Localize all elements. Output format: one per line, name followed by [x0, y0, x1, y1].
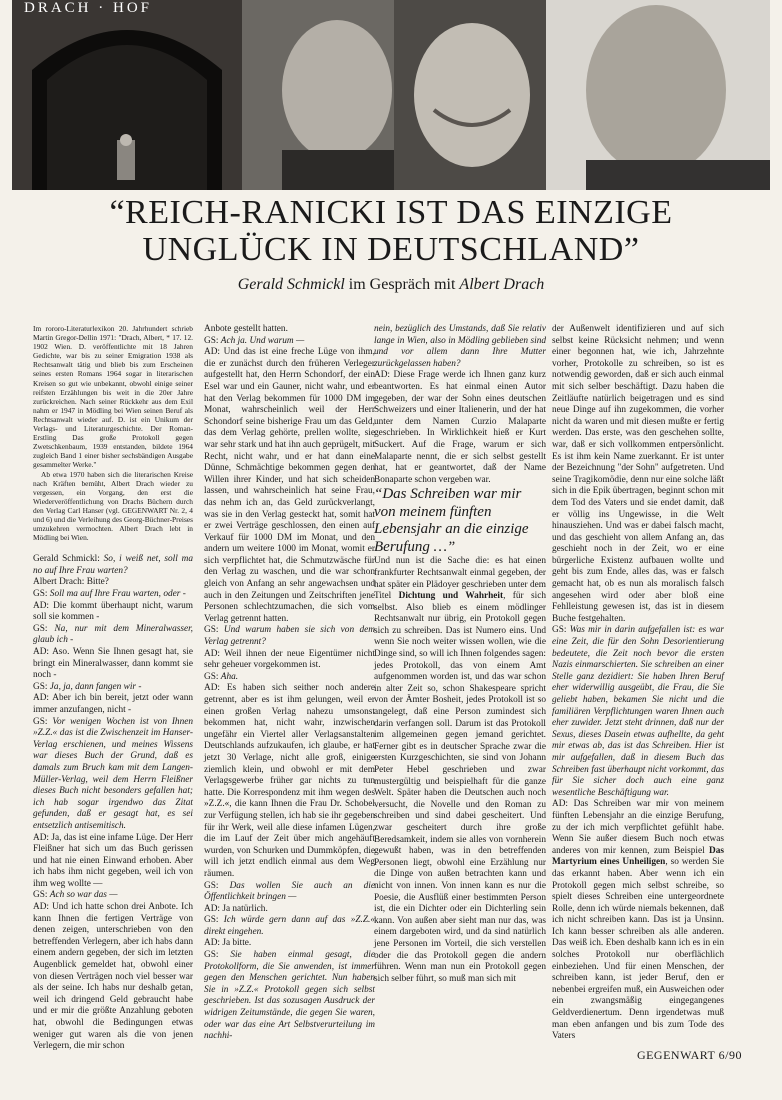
dialogue-text: Ach so war das — [49, 890, 118, 901]
dialogue-text: Sie haben einmal gesagt, die Protokollform, die Sie anwenden, ist immer gegen den Menschen gerichtet. Nun haben Sie in »Z.Z.« Protokoll gegen sich selbst geschrieben. Ist das sozusagen Ausdruck der widrigen Zeitumstände, die gegen Sie waren, oder war das eine Art Selbstverurteilung im nachhi- [204, 950, 375, 1042]
dialogue-paragraph [33, 647, 193, 682]
speaker-label: Albert Drach: [33, 577, 87, 588]
speaker-label: AD: [204, 683, 227, 694]
dialogue-paragraph [552, 324, 724, 625]
speaker-label: GS: [33, 890, 50, 901]
dialogue-paragraph [204, 324, 375, 336]
speaker-label: GS: [204, 671, 221, 682]
dialogue-paragraph [33, 833, 193, 891]
dialogue-text: Weil ihnen der neue Eigentümer nicht sehr geheuer vorgekommen ist. [204, 648, 376, 671]
dialogue-text: Es haben sich seither noch andere getrennt, aber es ist ihm gelungen, weil er einen großen Verlag nahezu umsonst bekommen hat, nicht wahr, inzwischen ungefähr ein Viertel aller Verlagsanstalten Deutschlands aufzukaufen, ich glaube, er hat jetzt 30 Verlage, nicht alle groß, einige ziemlich klein, und obwohl er mit dem Verlagsgewerbe früher gar nichts zu tun hatte. Die Korrespondenz mit ihm wegen des »Z.Z.«, die kann Ihnen die Frau Dr. Schobel zur Verfügung stellen, ich hab sie ihr gegeben für ihr Werk, weil alle diese infamen Lügen, die im Lauf der Zeit über mich angehäuft wurden, von Schurken und Dummköpfen, die will ich jetzt endlich einmal aus dem Weg räumen. [204, 683, 375, 879]
speaker-label: GS: [552, 625, 570, 636]
dialogue-paragraph [204, 881, 375, 904]
intro-text [33, 324, 193, 542]
article-subtitle [0, 276, 782, 294]
speaker-label: AD: [33, 693, 53, 704]
dialogue-paragraph [374, 556, 546, 985]
author-name: Gerald Schmickl [237, 276, 345, 293]
dialogue-paragraph [204, 336, 375, 348]
portrait-1-image [242, 0, 394, 190]
dialogue-paragraph [33, 682, 193, 694]
subject-name: Albert Drach [459, 276, 545, 293]
speaker-label: GS: [33, 623, 55, 634]
dialogue-text: Soll ma auf Ihre Frau warten, oder - [49, 589, 186, 600]
dialogue-paragraph [33, 577, 193, 589]
dialogue-text: Das Schreiben war mir von meinem fünften Lebensjahr an die einzige Berufung, zu der ich mich verpflichtet gefühlt habe. Wenn Sie außer diesem Buch noch etwas anderes von mir kennen, zum Beispiel [552, 799, 724, 856]
dialogue-paragraph [204, 950, 375, 1043]
dialogue-text: Und ich hatte schon drei Anbote. Ich kann Ihnen die fertigen Verträge von denen zeigen, unterschrieben von den betreffenden Verlegern, aber ich habs dann einem andern gegeben, der sich im letzten Augenblick gemeldet hat, obwohl einer von diesen Verträgen noch viel besser war als der seine. Ich habs nur deshalb getan, weil ich dringend Geld gebraucht habe und er mir die größte Anzahlung geboten hat, obwohl die Bedingungen etwas weniger gut waren als die von jenen Verlegern, die mir schon [33, 902, 193, 1052]
dialogue-paragraph [374, 324, 546, 370]
dialogue-text: Und das ist eine freche Lüge von ihm, die er zunächst durch den früheren Verleger aufgestellt hat, den Herrn Schondorf, der ein Esel war und ein Gauner, nicht wahr, und er hat den Verlag bekommen für 1000 DM im Monat, wahrscheinlich weil der Herr Schondorf seine bisherige Frau um das Geld, das dem Verlag gehörte, prellen wollte, sie war sehr stark und hat ihn auch geprügelt, mit Recht, nicht wahr, und er hat dann eine Dünne, Schmächtige bekommen gegen den Willen ihrer Kinder, und hat sich scheiden lassen, und wahrscheinlich hat seine Frau, das nehm ich an, das Geld zurückverlangt, was sie in den Verlag gesteckt hat, somit hat er zwei Verträge geschlossen, den einen auf Verkauf für 1000 DM im Monat, und den andern um weitere 1000 im Monat, womit er sich verpflichtet hat, die Schmutzwäsche für den Verlag zu waschen, und die war schon gleich von Anfang an sehr angewachsen und auch in den Zeitungen und Zeitschriften jene Personen schlechtzumachen, die sich vom Verlag getrennt hatten. [204, 347, 375, 624]
photo-doorway [12, 0, 242, 190]
dialogue-text: Was mir in darin aufgefallen ist: es war eine Zeit, die für den Sohn Desorientierung bedeutete, die Zeit noch bevor die ersten Nazis einmarschierten. Sie schreiben an einer Stelle ganz dezidiert: Sie haben Ihren Beruf eher widerwillig ausgeübt, die Frau, die Sie geliebt haben, bekamen Sie nicht und die familiären Verpflichtungen waren Ihnen auch eher zuwider. Jetzt steht drinnen, daß nur der Sexus, dieses Dasein etwas aufhellte, da geht mir etwas ab, das ist das Schreiben. Hier ist mir aufgefallen, daß in diesem Buch das Schreiben fast überhaupt nicht vorkommt, das für Sie sicher doch auch eine ganz wesentliche Beschäftigung war. [552, 625, 725, 798]
speaker-label: GS: [204, 880, 230, 891]
speaker-label: AD: [204, 903, 223, 914]
dialogue-paragraph [552, 625, 724, 799]
dialogue-paragraph [33, 717, 193, 833]
article-title [0, 194, 782, 268]
photo-portrait-2 [394, 0, 546, 190]
speaker-label: AD: [552, 799, 574, 810]
dialogue-text: , für sich selbst. Also blieb es einem mödlinger Rechtsanwalt nur übrig, ein Protokoll gegen sich zu schreiben. Das ist Numero eins. Und wenn Sie noch weiter wissen wollen, wie die Dinge sind, so will ich Ihnen folgendes sagen: jedes Protokoll, das von einem Amt aufgenommen worden ist, und das war schon in alter Zeit so, schon Shakespeare spricht von der Ämter Bosheit, jedes Protokoll ist so angelegt, daß eine Person zumindest sich darin verfangen soll. Darum ist das Protokoll im allgemeinen gegen jemand gerichtet. Ferner gibt es in deutscher Sprache zwar die ersten Kurzgeschichten, sie sind von Johann Peter Hebel geschrieben und zwar mustergültig und beispielhaft für die ganze Welt. Später haben die Deutschen auch noch versucht, die Novelle und den Roman zu schreiben und sind dabei gescheitert. Und zwar gescheitert durch ihre große Beredsamkeit, indem sie alles von vornherein gewußt haben, was in den betreffenden Personen liegt, obwohl eine Erzählung nur die Dinge von außen betrachten kann und nicht von innen. Von innen kann es nur die Poesie, die Ausflüß einer bestimmten Person ist, die ein Dichter oder ein Dichterling sein kann. Von außen aber sieht man nur das, was einem dargeboten wird, und da sind natürlich jene Personen im Vorteil, die sich verstellen oder die das Protokoll gegen die andern führen. Wenn man nun ein Protokoll gegen sich selber führt, so muß man sich mit [374, 591, 546, 984]
dialogue-paragraph [204, 649, 375, 672]
speaker-label: GS: [204, 950, 231, 961]
speaker-label: GS: [204, 335, 221, 346]
photo-portrait-3 [546, 0, 770, 190]
intro-paragraph: Ab etwa 1970 haben sich die literarischen Kreise nach Kräften bemüht, Albert Drach wieder zu vergessen, ein Vorgang, den erst die Wiederveröffentlichung von Drachs Büchern durch den Verlag Carl Hanser (vgl. GEGENWART Nr. 2, 4 und 6) und die Verleihung des Georg-Büchner-Preises umzukehren vermochten. Albert Drach lebt in Mödling bei Wien. [33, 469, 193, 543]
dialogue-paragraph [204, 347, 375, 625]
speaker-label: Gerald Schmickl: [33, 554, 104, 565]
column-4 [552, 324, 724, 1040]
dialogue-text: Ach ja. Und warum — [220, 335, 305, 346]
dialogue-text: Vor wenigen Wochen ist von Ihnen »Z.Z.« das ist die Zwischenzeit im Hanser-Verlag erschienen, und meines Wissens war dieses Buch der Grund, daß es damals zum Bruch kam mit dem Langen-Müller-Verlag, weil dem Herrn Fleißner dieses Buch nicht besonders gefallen hat; ich hab sogar irgendwo das Zitat gefunden, daß er gesagt hat, es sei entsetzlich antisemitisch. [33, 716, 193, 831]
photo-strip [12, 0, 782, 190]
column-1 [33, 324, 194, 1052]
dialogue-text: der Außenwelt identifizieren und auf sich selbst keine Rücksicht nehmen; und wenn einer begonnen hat, wie ich, Jahrzehnte vorher, Protokolle zu schreiben, so ist es notwendig geworden, daß er sich auch einmal mit sich selber beschäftigt. Dazu haben die Zeitläufte natürlich beigetragen und es sind neue Dinge auf ihn zugekommen, die vorher nicht da waren und mit diesen mußte er fertig werden. Das erste, was den geschehen sollte, war, daß er sich vollkommen entpersönlicht. Es ist ihm kein Name zuerkannt. Er ist unter der Bezeichnung "der Sohn" aufgetreten. Und seine Tragikomödie, denn nur eine solche läßt sich in die Epik übertragen, beginnt schon mit dem Tod des Vaters und sie endet damit, daß er völlig ins Ungewisse, in die Welt hinausziehen. Und was er dabei falsch macht, und das geschieht von allem Anfang an, das geschieht noch in der Zeit, wo er eine bürgerliche Existenz aufbauen wollte und geht bis zum Ende, alles das, was er falsch gemacht hat, ob es nun als moralisch falsch angesehen wird oder aber bloß eine Fehlleistung gewesen ist, das ist in diesem Buche festgehalten. [552, 324, 724, 624]
dialogue-text: Ja bitte. [222, 938, 252, 949]
photo-label: DRACH · HOF [24, 0, 153, 16]
speaker-label: AD: [374, 370, 394, 381]
dialogue-text: Aso. Wenn Sie Ihnen gesagt hat, sie bringt ein Mineralwasser, dann kommt sie noch - [33, 647, 194, 681]
issue-footer: GEGENWART 6/90 [636, 1048, 742, 1062]
dialogue-text: Bitte? [86, 577, 109, 588]
dialogue-paragraph [33, 601, 193, 624]
dialogue-text: , so werden Sie das erkannt haben. Aber wenn ich ein Protokoll gegen mich selbst schreibe, so spielt dieses Schreiben eine untergeordnete Rolle, denn ich würde niemals bekennen, daß ich nicht schreiben kann. Das ist ja Unsinn. Ich kann besser schreiben als alle anderen. Das weiß ich. Eben deshalb kann ich es in ein solches Protokoll nur oberflächlich einbeziehen. Und für einen Menschen, der schreiben kann, ist jeder Beruf, den er nebenbei ergreifen muß, ein Ausweichen oder ein zwangsmäßig eingegangenes Geldverdienertum. Denn irgendetwas muß man eben anfangen und bis zum Tode des Vaters [552, 857, 724, 1042]
dialogue-paragraph [33, 554, 193, 577]
speaker-label: AD: [204, 648, 225, 659]
dialogue-paragraph [204, 938, 375, 950]
title-line-1: “REICH-RANICKI IST DAS EINZIGE [109, 194, 673, 231]
dialogue-paragraph [552, 799, 724, 1042]
dialogue-paragraph [33, 624, 193, 647]
intro-paragraph: Im rororo-Literaturlexikon 20. Jahrhundert schrieb Martin Gregor-Dellin 1971: "Drach, Albert, * 17. 12. 1902 Wien. D. veröffentlichte mit 18 Jahren Gedichte, war bis zu seiner Emigration 1938 als Rechtsanwalt tätig und blieb bis zum Erscheinen seines ersten Romans 1964 sogar in literarischen Kreisen so gut wie unbekannt, obwohl einige seiner reifsten Erzählungen bis weit in die 20er Jahre zurückreichen. Nach seiner Rückkehr aus dem Exil nahm er 1947 in Mödling bei Wien seinen Beruf als Rechtsanwalt wieder auf. D. ist ein Unikum der Verlags- und Literaturgeschichte. Der Roman-Erstling Das große Protokoll gegen Zwetschkenbaum, 1939 entstanden, bildete 1964 zugleich Band 1 einer bisher sechsbändigen Ausgabe gesammelter Werke." [33, 324, 193, 470]
dialogue-paragraph [204, 915, 375, 938]
speaker-label: GS: [33, 681, 50, 692]
dialogue-text: Aber ich bin bereit, jetzt oder wann immer anzufangen, nicht - [33, 693, 193, 715]
speaker-label: AD: [33, 832, 52, 843]
speaker-label: GS: [204, 915, 224, 926]
pull-quote: “Das Schreiben war mir von meinem fünften Lebensjahr an die einzige Berufung …” [374, 486, 529, 555]
dialogue-paragraph [33, 890, 193, 902]
dialogue-text: Und warum haben sie sich von dem Verlag getrennt? [204, 625, 375, 648]
dialogue-text: Aha. [220, 671, 239, 682]
portrait-3-image [546, 0, 770, 190]
dialogue-text: Ich würde gern dann auf das »Z.Z.« direkt eingehen. [204, 915, 375, 937]
speaker-label: GS: [204, 625, 224, 636]
dialogue-paragraph [374, 370, 546, 486]
dialogue-paragraph [33, 902, 193, 1053]
dialogue-text: Das wollen Sie auch an die Öffentlichkeit bringen — [204, 880, 375, 903]
subtitle-connector: im Gespräch mit [344, 276, 460, 293]
dialogue-text: Ja, ja, dann fangen wir - [49, 681, 142, 692]
book-title: Das Martyrium eines Unheiligen [552, 845, 724, 868]
dialogue-paragraph [204, 904, 375, 916]
book-title: Dichtung und Wahrheit [398, 591, 504, 602]
dialogue-text: Ja, das ist eine infame Lüge. Der Herr Fleißner hat sich um das Buch gerissen und hat nie einen Einwand erhoben. Aber ich habs ihm nicht gegeben, weil ich von ihm weg wollte — [33, 832, 193, 889]
speaker-label: AD: [33, 647, 53, 657]
speaker-label: AD: [33, 902, 53, 913]
speaker-label: AD: [204, 938, 223, 949]
column-2 [204, 324, 375, 1040]
dialogue-paragraph [33, 693, 193, 716]
dialogue-paragraph [33, 589, 193, 601]
photo-portrait-1 [242, 0, 394, 190]
dialogue-text: Diese Frage werde ich Ihnen ganz kurz beantworten. Es hat einmal einen Autor gegeben, der war der Sohn eines deutschen Schweizers und einer Italienerin, und der hat unter dem Namen Curzio Malaparte geschrieben. In Wirklichkeit hieß er Kurt Suckert. Auf die Frage, warum er sich Malaparte nennt, die er sich selbst gestellt hat, hat er geantwortet, daß der Name Bonaparte schon vergeben war. [374, 370, 546, 485]
dialogue-paragraph [204, 625, 375, 648]
speaker-label: AD: [204, 347, 224, 358]
speaker-label: GS: [33, 589, 50, 600]
doorway-image [12, 0, 242, 190]
dialogue-paragraph [204, 683, 375, 880]
dialogue-text: Anbote gestellt hatten. [204, 324, 288, 334]
dialogue-text: So, i weiß net, soll ma no auf Ihre Frau warten? [33, 554, 193, 576]
portrait-2-image [394, 0, 546, 190]
dialogue-text: nein, bezüglich des Umstands, daß Sie relativ lange in Wien, also in Mödling geblieben sind und vor allem dann Ihre Mutter zurückgelassen haben? [374, 324, 546, 369]
speaker-label: GS: [33, 716, 53, 727]
speaker-label: AD: [33, 600, 54, 611]
dialogue-text: Die kommt überhaupt nicht, warum soll sie kommen - [33, 600, 193, 623]
title-line-2: UNGLÜCK IN DEUTSCHLAND” [142, 231, 640, 268]
dialogue-text: Ja natürlich. [222, 903, 268, 914]
dialogue-text: Na, nur mit dem Mineralwasser, glaub ich - [33, 623, 193, 646]
dialogue-paragraph [204, 672, 375, 684]
column-3 [374, 324, 546, 1040]
dialogue-text: Und nun ist die Sache die: es hat einen frankfurter Rechtsanwalt einmal gegeben, der hat später ein Plädoyer geschrieben unter dem Titel [374, 556, 546, 602]
